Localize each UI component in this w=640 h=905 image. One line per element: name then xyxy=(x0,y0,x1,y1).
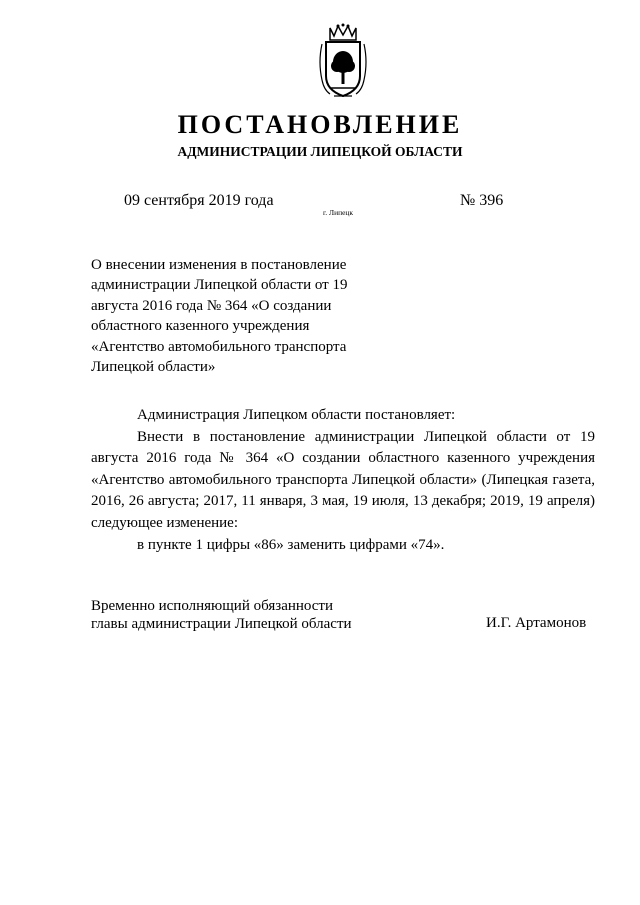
document-number: № 396 xyxy=(460,192,504,209)
body-change: в пункте 1 цифры «86» заменить цифрами «74». xyxy=(137,536,445,553)
subject-line: Липецкой области» xyxy=(91,359,216,376)
signature-position-line1: Временно исполняющий обязанности xyxy=(91,598,334,614)
subject-line: областного казенного учреждения xyxy=(91,318,310,335)
document-subject xyxy=(91,255,381,377)
document-title: ПОСТАНОВЛЕНИЕ xyxy=(177,110,463,139)
document-city: г. Липецк xyxy=(323,208,354,217)
signature-position-line2: главы администрации Липецкой области xyxy=(91,616,352,632)
body-paragraph: Внести в постановление администрации Липецкой области от 19 августа 2016 года № 364 «О создании областного казенного учреждения «Агентство автомобильного транспорта Липецкой области» (Липецкая газета, 2016, 26 августа; 2017, 11 января, 3 мая, 19 июля, 13 декабря; 2019, 19 апреля) следующее изменение: xyxy=(91,428,595,531)
subject-line: администрации Липецкой области от 19 xyxy=(91,277,348,294)
document-subtitle: АДМИНИСТРАЦИИ ЛИПЕЦКОЙ ОБЛАСТИ xyxy=(177,144,463,159)
document-body xyxy=(91,405,595,556)
coat-of-arms-icon xyxy=(316,22,370,102)
document-date: 09 сентября 2019 года xyxy=(124,192,274,209)
signature-position xyxy=(91,597,352,633)
subject-line: О внесении изменения в постановление xyxy=(91,257,347,273)
body-intro: Администрация Липецком области постановляет: xyxy=(137,407,456,423)
signature-name: И.Г. Артамонов xyxy=(486,615,587,631)
subject-line: «Агентство автомобильного транспорта xyxy=(91,338,347,355)
subject-line: августа 2016 года № 364 «О создании xyxy=(91,297,332,314)
